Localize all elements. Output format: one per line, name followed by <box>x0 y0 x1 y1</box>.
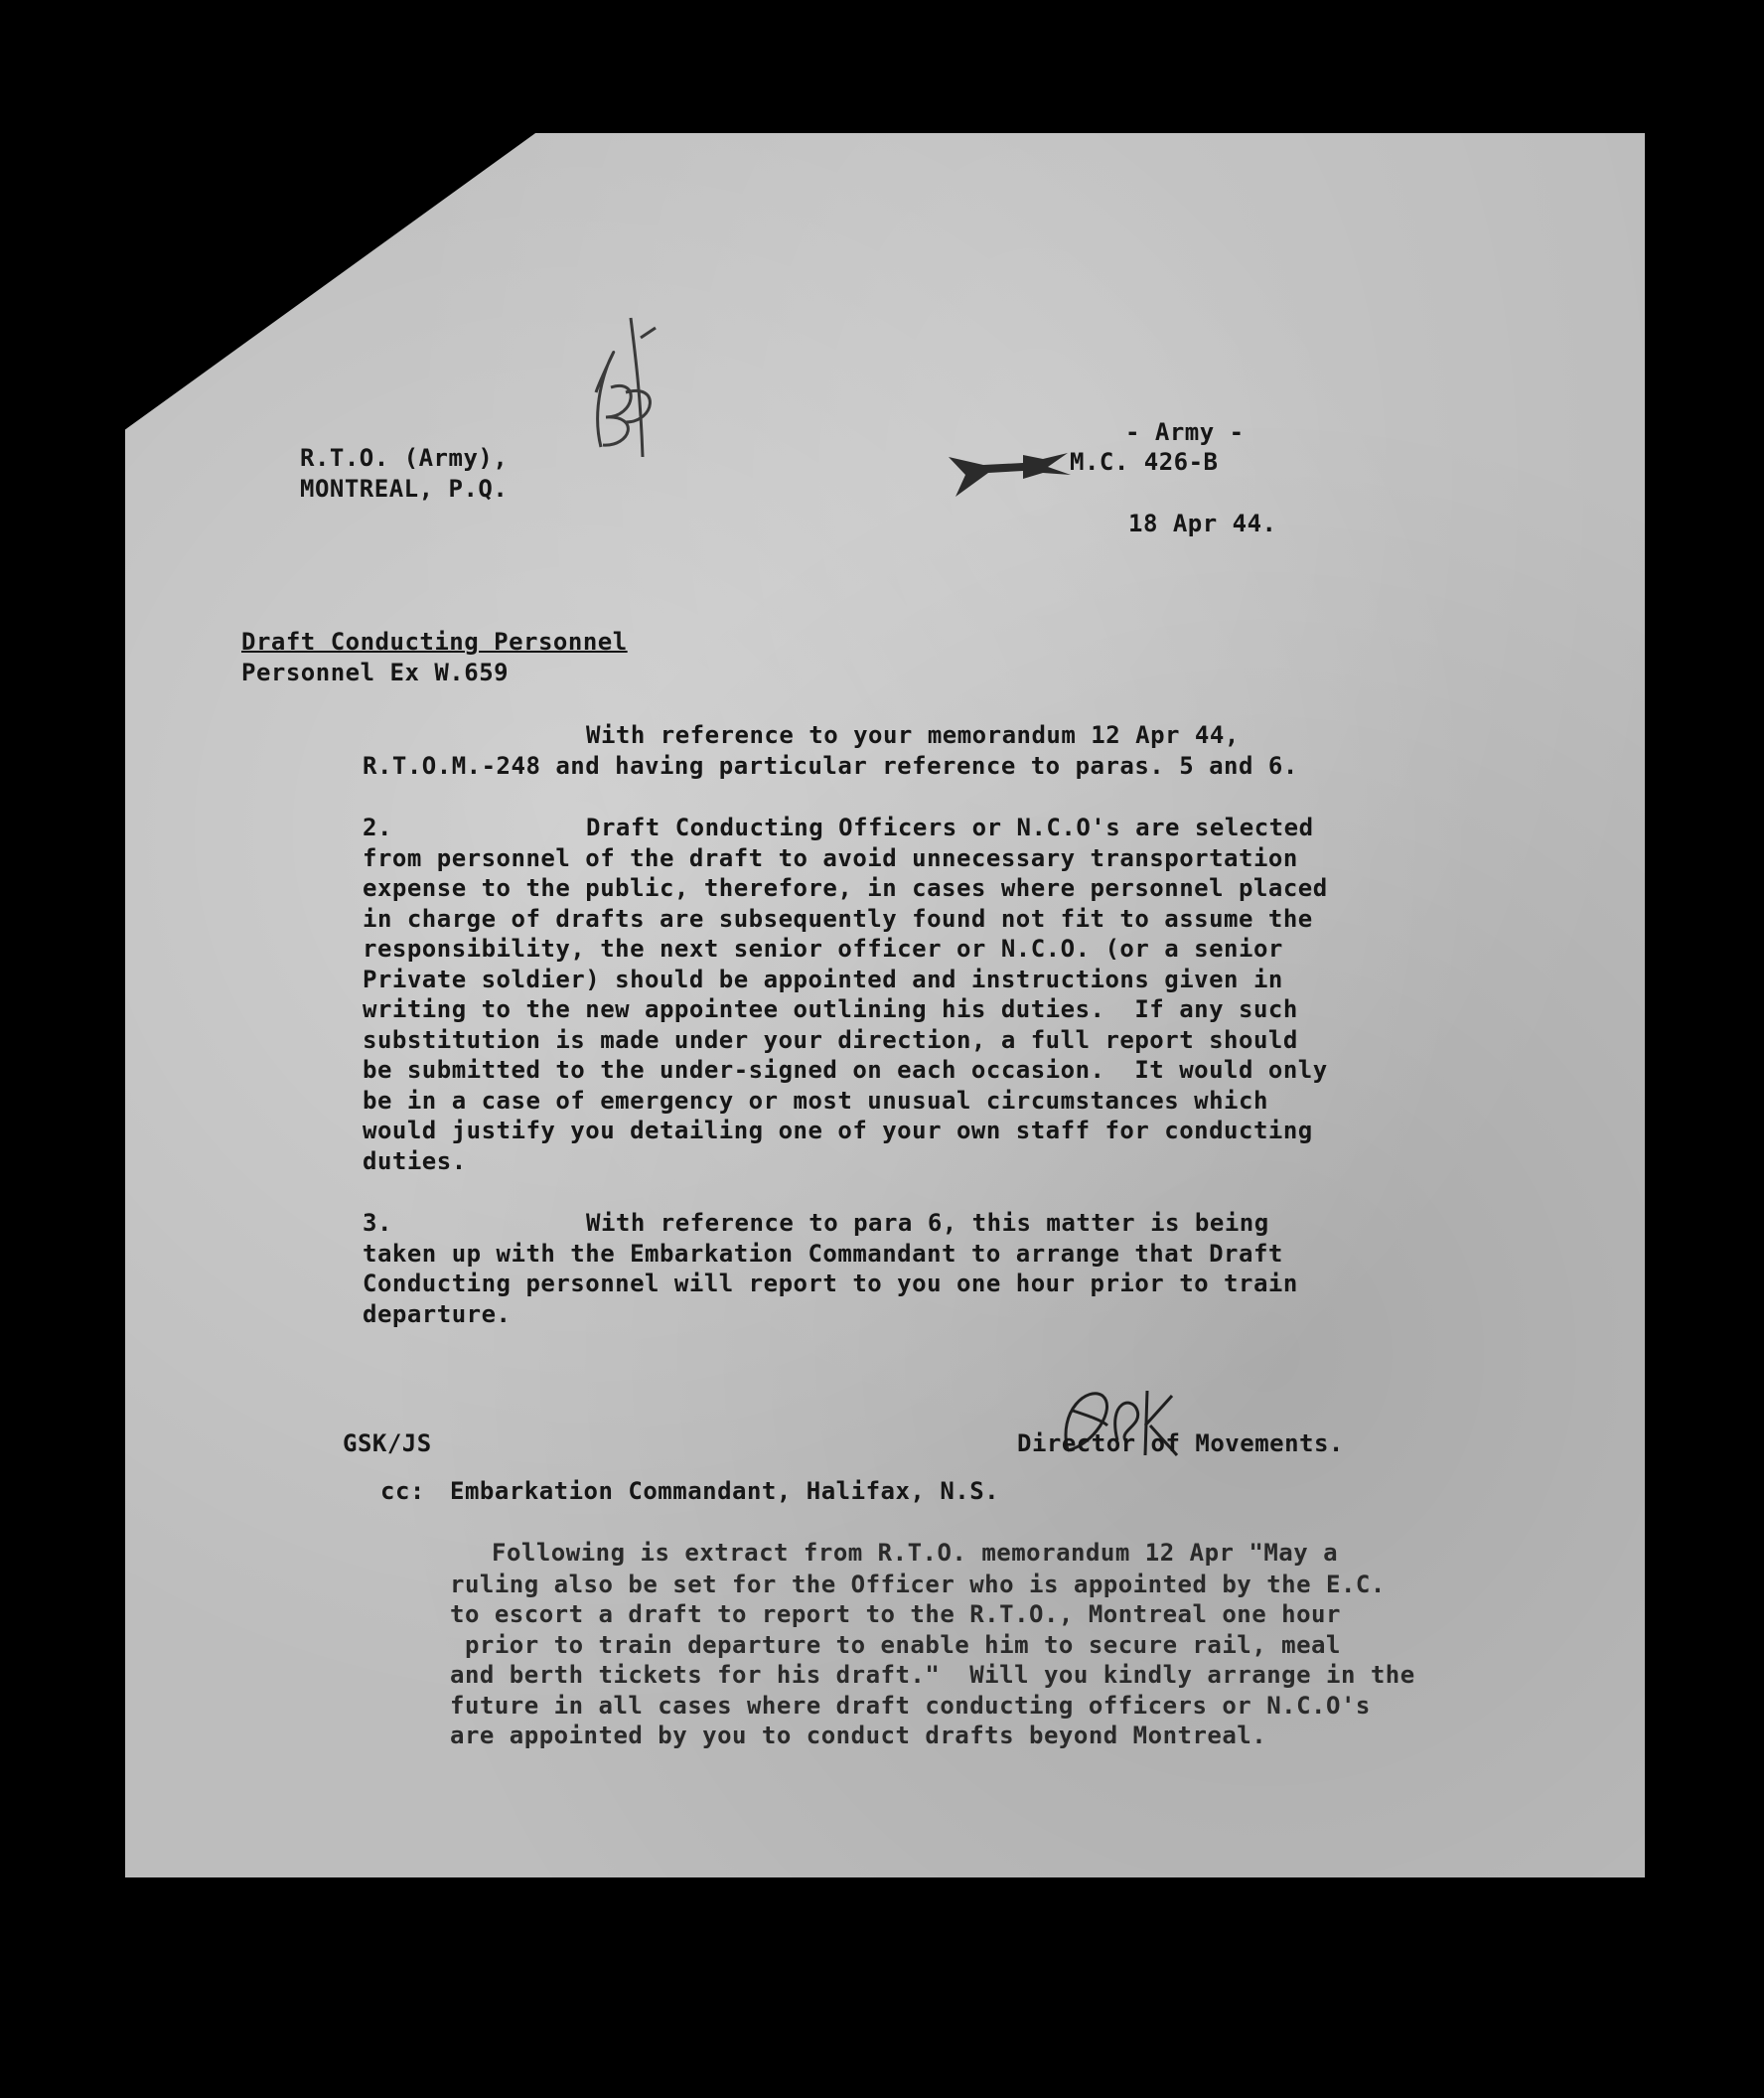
para3-line: departure. <box>363 1300 512 1328</box>
para2-line: expense to the public, therefore, in cases where personnel placed <box>363 874 1328 902</box>
file-reference: M.C. 426-B <box>1070 448 1219 476</box>
para2-line: duties. <box>363 1147 467 1175</box>
para2-line: substitution is made under your direction, a full report should <box>363 1026 1298 1054</box>
para3-line: With reference to para 6, this matter is being <box>586 1209 1269 1237</box>
cc-extract-line: prior to train departure to enable him to secure rail, meal <box>450 1631 1341 1659</box>
para2-line: be in a case of emergency or most unusual circumstances which <box>363 1087 1268 1115</box>
cc-extract-line: future in all cases where draft conducting officers or N.C.O's <box>450 1692 1371 1720</box>
subject-line-2: Personnel Ex W.659 <box>241 659 510 686</box>
para2-line: responsibility, the next senior officer or N.C.O. (or a senior <box>363 935 1283 963</box>
arrow-stamp <box>944 445 1073 505</box>
para2-line: from personnel of the draft to avoid unnecessary transportation <box>363 844 1298 872</box>
signature-title: Director of Movements. <box>1017 1429 1344 1457</box>
para2-line: in charge of drafts are subsequently found not fit to assume the <box>363 905 1313 933</box>
para2-line: writing to the new appointee outlining his duties. If any such <box>363 995 1298 1023</box>
cc-extract-line: ruling also be set for the Officer who is appointed by the E.C. <box>450 1571 1386 1598</box>
para2-line: would justify you detailing one of your own staff for conducting <box>363 1117 1313 1144</box>
letter-date: 18 Apr 44. <box>1128 510 1277 537</box>
para1-line-1: With reference to your memorandum 12 Apr 44, <box>586 721 1240 749</box>
para2-line: Draft Conducting Officers or N.C.O's are selected <box>586 814 1314 841</box>
cc-extract-line: and berth tickets for his draft." Will you kindly arrange in the <box>450 1661 1415 1689</box>
subject-line-1: Draft Conducting Personnel <box>241 628 628 656</box>
from-line-1: R.T.O. (Army), <box>300 444 509 472</box>
cc-extract-line: are appointed by you to conduct drafts beyond Montreal. <box>450 1722 1267 1749</box>
cc-recipient: Embarkation Commandant, Halifax, N.S. <box>450 1477 1000 1505</box>
para2-line: Private soldier) should be appointed and instructions given in <box>363 966 1283 993</box>
cc-extract-line: Following is extract from R.T.O. memorandum 12 Apr "May a <box>492 1539 1339 1567</box>
service-label: - Army - <box>1125 418 1245 446</box>
para2-number: 2. <box>363 814 392 841</box>
para3-number: 3. <box>363 1209 392 1237</box>
typist-initials: GSK/JS <box>343 1429 432 1457</box>
cc-label: cc: <box>380 1477 425 1505</box>
cc-extract-line: to escort a draft to report to the R.T.O., Montreal one hour <box>450 1600 1341 1628</box>
para3-line: Conducting personnel will report to you one hour prior to train <box>363 1270 1298 1297</box>
para3-line: taken up with the Embarkation Commandant to arrange that Draft <box>363 1240 1283 1268</box>
from-line-2: MONTREAL, P.Q. <box>300 475 509 503</box>
para1-line-2: R.T.O.M.-248 and having particular reference to paras. 5 and 6. <box>363 752 1298 780</box>
para2-line: be submitted to the under-signed on each occasion. It would only <box>363 1056 1328 1084</box>
handwritten-initials-mark <box>581 298 670 467</box>
